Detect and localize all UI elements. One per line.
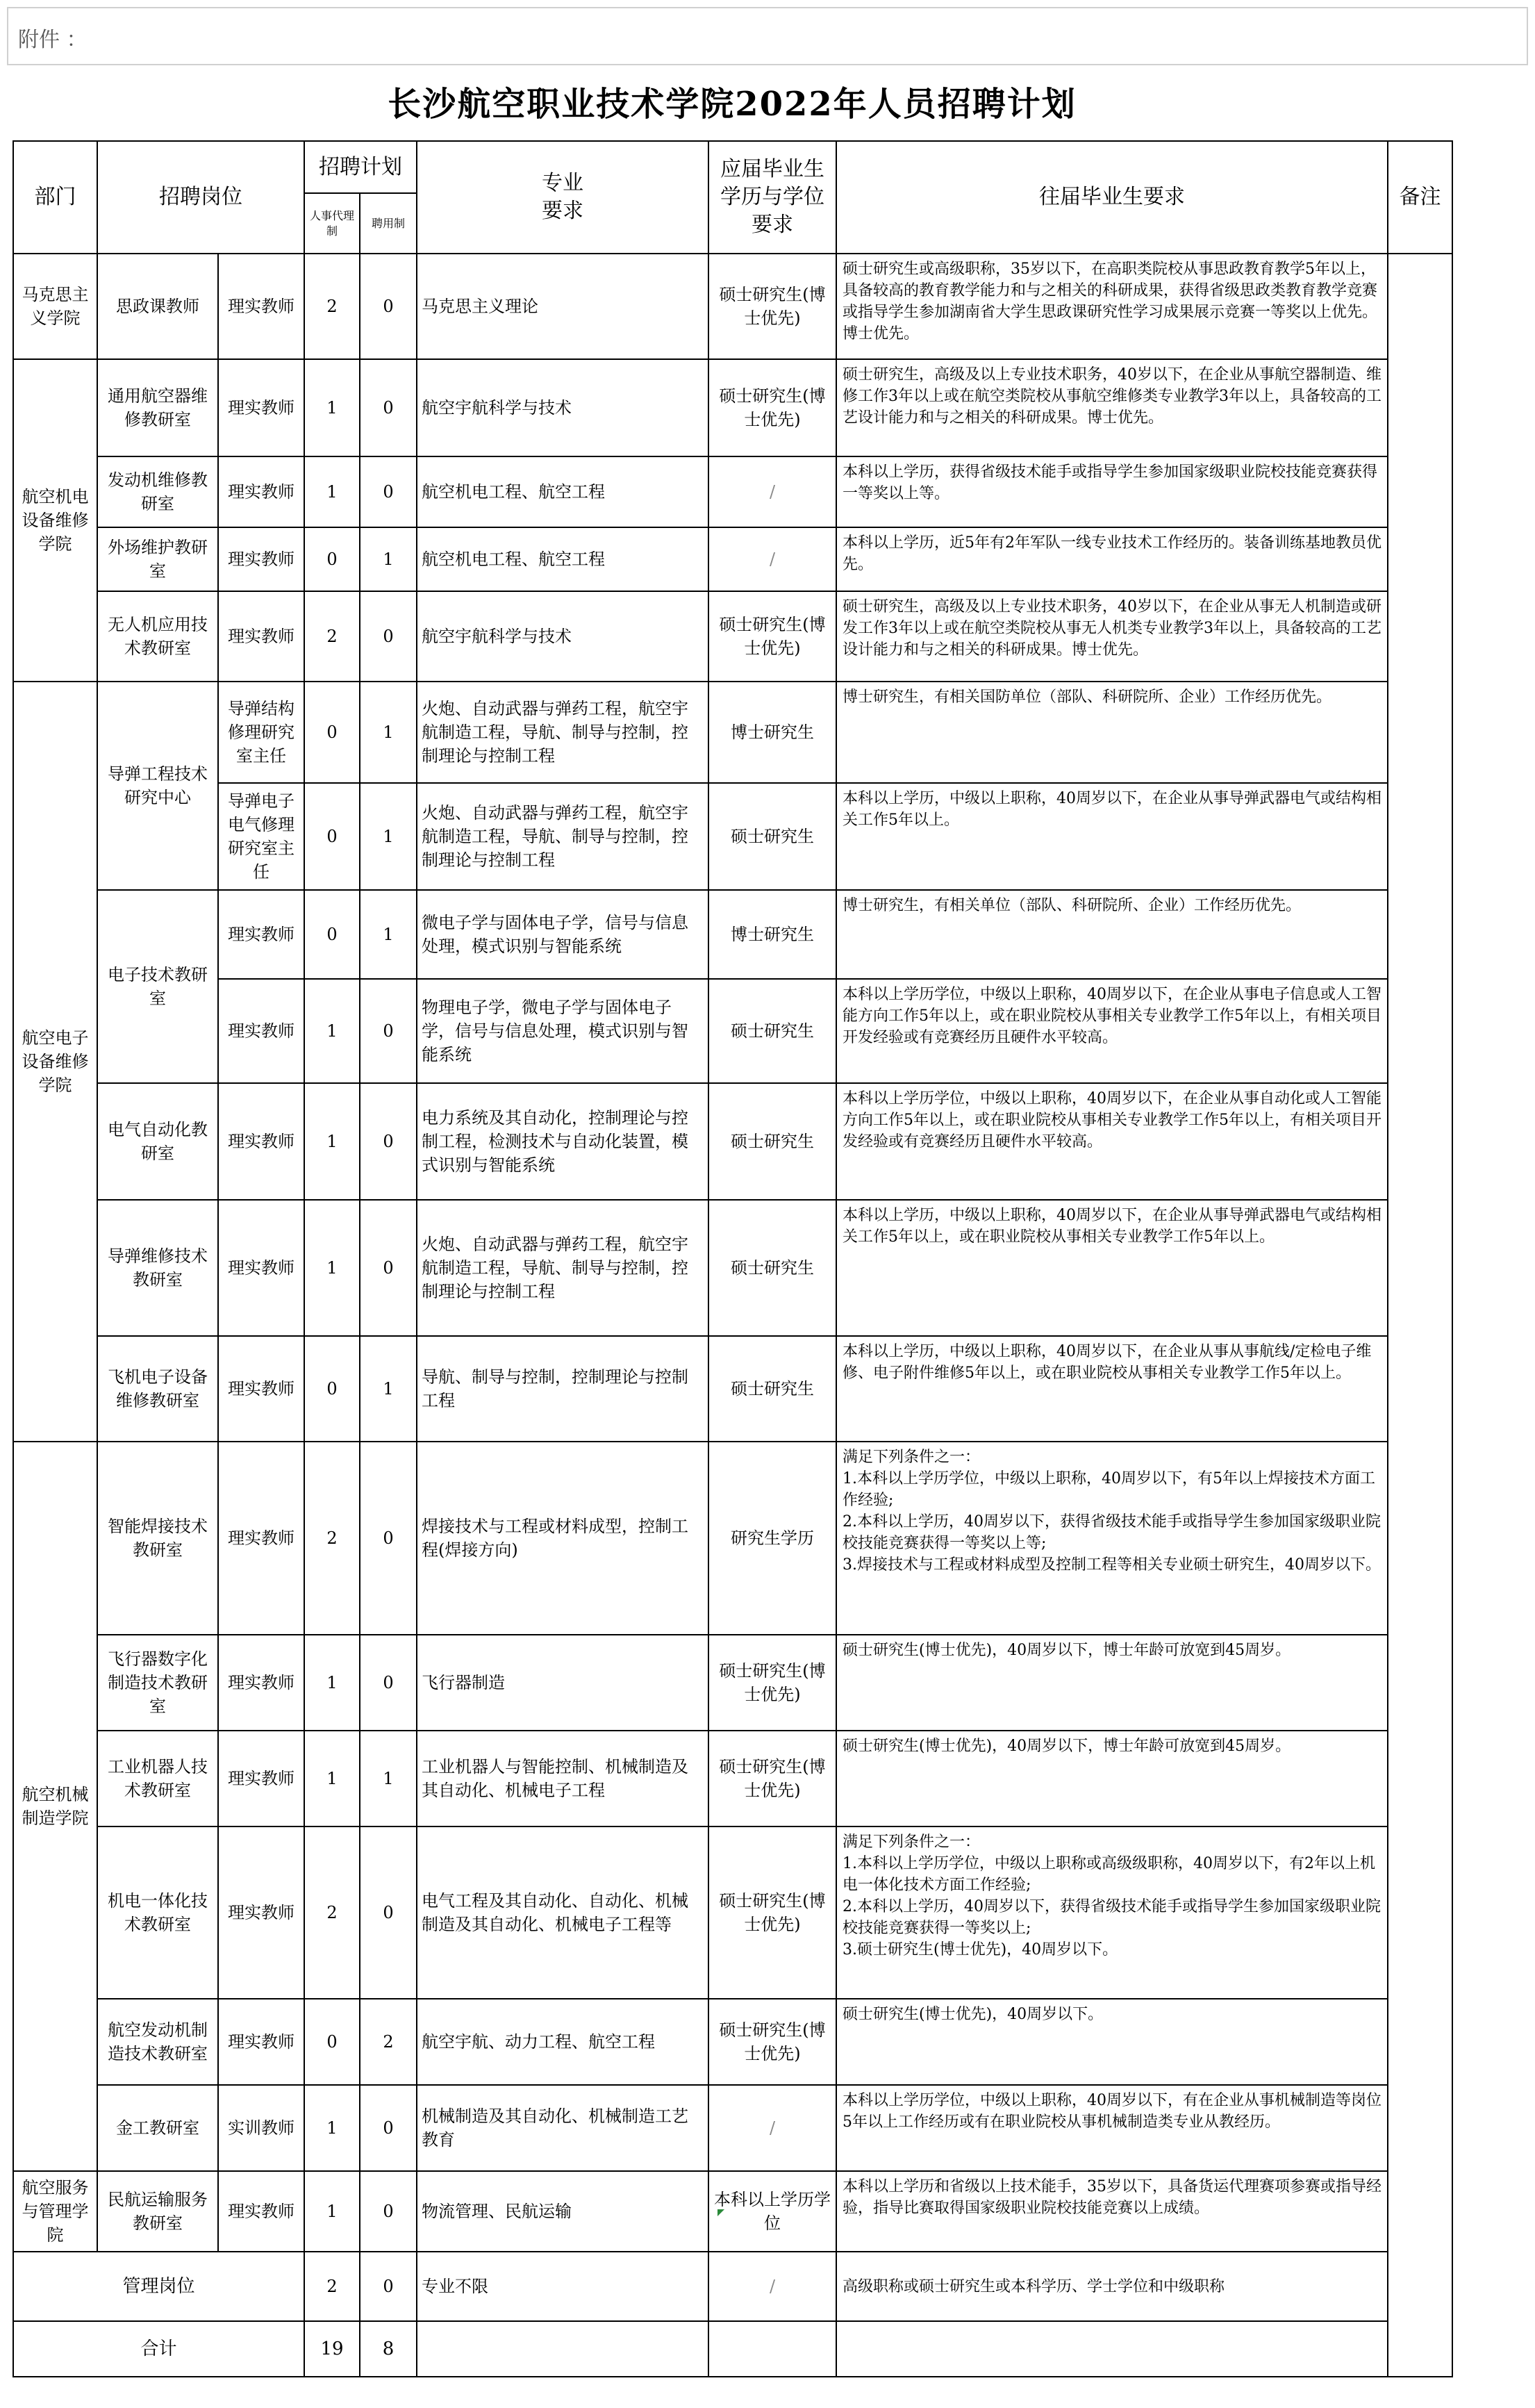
post-cell: 理实教师 [218,1083,304,1200]
major-cell: 航空宇航、动力工程、航空工程 [417,1999,708,2085]
fresh-cell: 硕士研究生(博士优先) [708,1635,836,1731]
post-cell: 理实教师 [218,1336,304,1442]
unit-cell: 民航运输服务教研室 [97,2171,218,2252]
plan-b-cell: 0 [360,359,417,456]
major-cell: 马克思主义理论 [417,254,708,359]
dept-cell: 航空机电设备维修学院 [13,359,97,682]
post-cell: 理实教师 [218,979,304,1083]
post-cell: 理实教师 [218,1731,304,1826]
fresh-cell: 硕士研究生 [708,1336,836,1442]
unit-cell: 发动机维修教研室 [97,456,218,527]
major-cell: 焊接技术与工程或材料成型，控制工程(焊接方向) [417,1442,708,1635]
header-row-1 [13,141,1452,193]
major-cell: 机械制造及其自动化、机械制造工艺教育 [417,2085,708,2171]
req-cell: 硕士研究生(博士优先)，40周岁以下。 [836,1999,1388,2085]
fresh-cell: / [708,2252,836,2321]
major-cell: 航空机电工程、航空工程 [417,456,708,527]
fresh-cell: / [708,527,836,591]
post-cell: 理实教师 [218,527,304,591]
fresh-cell: 硕士研究生(博士优先) [708,1999,836,2085]
post-cell: 理实教师 [218,1826,304,1999]
plan-a-cell: 1 [304,2171,360,2252]
major-cell: 火炮、自动武器与弹药工程，航空宇航制造工程，导航、制导与控制，控制理论与控制工程 [417,783,708,890]
fresh-cell: / [708,456,836,527]
unit-cell: 飞行器数字化制造技术教研室 [97,1635,218,1731]
unit-cell: 电子技术教研室 [97,890,218,1083]
plan-b-cell: 1 [360,527,417,591]
post-cell: 理实教师 [218,456,304,527]
plan-a-cell: 1 [304,979,360,1083]
unit-cell: 金工教研室 [97,2085,218,2171]
plan-a-cell: 0 [304,1999,360,2085]
fresh-cell: 硕士研究生 [708,1083,836,1200]
header-plan: 招聘计划 [304,141,417,193]
req-cell: 博士研究生，有相关国防单位（部队、科研院所、企业）工作经历优先。 [836,682,1388,783]
plan-b-cell: 1 [360,1336,417,1442]
header-remarks: 备注 [1388,141,1452,254]
total-row [13,2321,1452,2377]
table-row [13,591,1452,682]
post-cell: 导弹结构修理研究室主任 [218,682,304,783]
table-row [13,2171,1452,2252]
plan-a-cell: 2 [304,1442,360,1635]
unit-cell: 通用航空器维修教研室 [97,359,218,456]
fresh-cell: 硕士研究生 [708,1200,836,1336]
major-cell: 飞行器制造 [417,1635,708,1731]
table-row [13,1083,1452,1200]
table-row [13,2085,1452,2171]
fresh-cell: 硕士研究生(博士优先) [708,1826,836,1999]
plan-b-cell: 1 [360,783,417,890]
fresh-cell: 研究生学历 [708,1442,836,1635]
major-cell: 微电子学与固体电子学，信号与信息处理，模式识别与智能系统 [417,890,708,979]
table-row [13,1999,1452,2085]
major-cell: 火炮、自动武器与弹药工程，航空宇航制造工程，导航、制导与控制，控制理论与控制工程 [417,682,708,783]
total-empty-cell [836,2321,1388,2377]
plan-a-cell: 1 [304,359,360,456]
fresh-cell: 硕士研究生 [708,979,836,1083]
unit-cell: 航空发动机制造技术教研室 [97,1999,218,2085]
req-cell: 博士研究生，有相关单位（部队、科研院所、企业）工作经历优先。 [836,890,1388,979]
plan-a-cell: 1 [304,1083,360,1200]
table-row [13,682,1452,783]
total-a: 19 [304,2321,360,2377]
table-row [13,1336,1452,1442]
cell-comment-marker [717,2209,724,2216]
attachment-bar [7,7,1528,65]
plan-a-cell: 1 [304,456,360,527]
req-cell: 本科以上学历学位，中级以上职称，40周岁以下，在企业从事自动化或人工智能方向工作5年以上，或在职业院校从事相关专业教学工作5年以上，有相关项目开发经验或有竞赛经历且硬件水平较高。 [836,1083,1388,1200]
fresh-cell: 硕士研究生(博士优先) [708,359,836,456]
plan-b-cell: 0 [360,254,417,359]
plan-a-cell: 1 [304,1731,360,1826]
plan-b-cell: 1 [360,1731,417,1826]
unit-cell: 导弹维修技术教研室 [97,1200,218,1336]
fresh-cell: 硕士研究生(博士优先) [708,591,836,682]
table-row [13,979,1452,1083]
total-empty-cell [708,2321,836,2377]
plan-a-cell: 0 [304,527,360,591]
req-cell: 高级职称或硕士研究生或本科学历、学士学位和中级职称 [836,2252,1388,2321]
plan-a-cell: 0 [304,890,360,979]
management-label: 管理岗位 [13,2252,304,2321]
table-row [13,359,1452,456]
total-label: 合计 [13,2321,304,2377]
major-cell: 物流管理、民航运输 [417,2171,708,2252]
unit-cell: 电气自动化教研室 [97,1083,218,1200]
fresh-cell: 硕士研究生(博士优先) [708,254,836,359]
plan-a-cell: 2 [304,2252,360,2321]
major-cell: 航空宇航科学与技术 [417,591,708,682]
plan-b-cell: 1 [360,682,417,783]
req-cell: 满足下列条件之一： 1.本科以上学历学位，中级以上职称，40周岁以下，有5年以上焊接技术方面工作经验; 2.本科以上学历，40周岁以下，获得省级技术能手或指导学生参加国家级职业院校技能竞赛获得一等奖以上等; 3.焊接技术与工程或材料成型及控制工程等相关专业硕士研究生，40周岁以下。 [836,1442,1388,1635]
post-cell: 导弹电子电气修理研究室主任 [218,783,304,890]
major-cell: 电力系统及其自动化，控制理论与控制工程，检测技术与自动化装置，模式识别与智能系统 [417,1083,708,1200]
plan-a-cell: 1 [304,1200,360,1336]
recruitment-table [13,140,1453,2377]
header-major: 专业 要求 [417,141,708,254]
plan-b-cell: 0 [360,2085,417,2171]
post-cell: 理实教师 [218,890,304,979]
unit-cell: 思政课教师 [97,254,218,359]
major-cell: 导航、制导与控制，控制理论与控制工程 [417,1336,708,1442]
plan-a-cell: 2 [304,591,360,682]
plan-a-cell: 0 [304,783,360,890]
remarks-cell [1388,254,1452,2377]
plan-b-cell: 1 [360,890,417,979]
fresh-cell: 本科以上学历学位 [708,2171,836,2252]
plan-b-cell: 0 [360,2171,417,2252]
plan-a-cell: 0 [304,682,360,783]
major-cell: 物理电子学，微电子学与固体电子学，信号与信息处理，模式识别与智能系统 [417,979,708,1083]
req-cell: 本科以上学历，中级以上职称，40周岁以下，在企业从事导弹武器电气或结构相关工作5年以上。 [836,783,1388,890]
unit-cell: 外场维护教研室 [97,527,218,591]
unit-cell: 无人机应用技术教研室 [97,591,218,682]
unit-cell: 智能焊接技术教研室 [97,1442,218,1635]
req-cell: 本科以上学历，近5年有2年军队一线专业技术工作经历的。装备训练基地教员优先。 [836,527,1388,591]
major-cell: 航空宇航科学与技术 [417,359,708,456]
plan-b-cell: 0 [360,1083,417,1200]
unit-cell: 飞机电子设备维修教研室 [97,1336,218,1442]
table-row [13,783,1452,890]
major-cell: 专业不限 [417,2252,708,2321]
header-position: 招聘岗位 [97,141,304,254]
req-cell: 满足下列条件之一： 1.本科以上学历学位，中级以上职称或高级级职称，40周岁以下，有2年以上机电一体化技术方面工作经验; 2.本科以上学历，40周岁以下，获得省级技术能手或指导学生参加国家级职业院校技能竞赛获得一等奖以上; 3.硕士研究生(博士优先)，40周岁以下。 [836,1826,1388,1999]
major-cell: 火炮、自动武器与弹药工程，航空宇航制造工程，导航、制导与控制，控制理论与控制工程 [417,1200,708,1336]
major-cell: 电气工程及其自动化、自动化、机械制造及其自动化、机械电子工程等 [417,1826,708,1999]
req-cell: 硕士研究生，高级及以上专业技术职务，40岁以下，在企业从事无人机制造或研发工作3年以上或在航空类院校从事无人机类专业教学3年以上，具备较高的工艺设计能力和与之相关的科研成果。博士优先。 [836,591,1388,682]
plan-b-cell: 0 [360,979,417,1083]
fresh-cell: 博士研究生 [708,682,836,783]
plan-b-cell: 0 [360,2252,417,2321]
page-title: 长沙航空职业技术学院2022年人员招聘计划 [388,85,1077,124]
table-row [13,456,1452,527]
plan-b-cell: 2 [360,1999,417,2085]
plan-b-cell: 0 [360,456,417,527]
table-row [13,1826,1452,1999]
table-row [13,254,1452,359]
dept-cell: 航空机械制造学院 [13,1442,97,2171]
req-cell: 本科以上学历和省级以上技术能手，35岁以下，具备货运代理赛项参赛或指导经验，指导比赛取得国家级职业院校技能竞赛以上成绩。 [836,2171,1388,2252]
req-cell: 本科以上学历，中级以上职称，40周岁以下，在企业从事从事航线/定检电子维修、电子附件维修5年以上，或在职业院校从事相关专业教学工作5年以上。 [836,1336,1388,1442]
req-cell: 硕士研究生，高级及以上专业技术职务，40岁以下，在企业从事航空器制造、维修工作3年以上或在航空类院校从事航空维修类专业教学3年以上，具备较高的工艺设计能力和与之相关的科研成果。博士优先。 [836,359,1388,456]
post-cell: 理实教师 [218,591,304,682]
table-row [13,1731,1452,1826]
post-cell: 理实教师 [218,1200,304,1336]
header-plan-sub2: 聘用制 [360,193,417,254]
table-row [13,1635,1452,1731]
total-empty-cell [417,2321,708,2377]
header-past-grad: 往届毕业生要求 [836,141,1388,254]
req-cell: 本科以上学历，中级以上职称，40周岁以下，在企业从事导弹武器电气或结构相关工作5年以上，或在职业院校从事相关专业教学工作5年以上。 [836,1200,1388,1336]
req-cell: 硕士研究生(博士优先)，40周岁以下，博士年龄可放宽到45周岁。 [836,1635,1388,1731]
req-cell: 硕士研究生(博士优先)，40周岁以下，博士年龄可放宽到45周岁。 [836,1731,1388,1826]
req-cell: 本科以上学历学位，中级以上职称，40周岁以下，在企业从事电子信息或人工智能方向工作5年以上，或在职业院校从事相关专业教学工作5年以上，有相关项目开发经验或有竞赛经历且硬件水平较高。 [836,979,1388,1083]
major-cell: 航空机电工程、航空工程 [417,527,708,591]
plan-a-cell: 1 [304,1635,360,1731]
header-fresh-grad: 应届毕业生学历与学位要求 [708,141,836,254]
plan-a-cell: 1 [304,2085,360,2171]
management-row [13,2252,1452,2321]
dept-cell: 航空服务与管理学院 [13,2171,97,2252]
unit-cell: 导弹工程技术研究中心 [97,682,218,890]
post-cell: 理实教师 [218,359,304,456]
table-row [13,1200,1452,1336]
post-cell: 理实教师 [218,1635,304,1731]
req-cell: 硕士研究生或高级职称，35岁以下，在高职类院校从事思政教育教学5年以上，具备较高的教育教学能力和与之相关的科研成果，获得省级思政类教育教学竞赛或指导学生参加湖南省大学生思政课研究性学习成果展示竞赛一等奖以上优先。博士优先。 [836,254,1388,359]
post-cell: 理实教师 [218,254,304,359]
table-row [13,1442,1452,1635]
post-cell: 理实教师 [218,2171,304,2252]
post-cell: 实训教师 [218,2085,304,2171]
attachment-label: 附件 ： [18,28,88,52]
major-cell: 工业机器人与智能控制、机械制造及其自动化、机械电子工程 [417,1731,708,1826]
req-cell: 本科以上学历，获得省级技术能手或指导学生参加国家级职业院校技能竞赛获得一等奖以上等。 [836,456,1388,527]
plan-a-cell: 2 [304,254,360,359]
unit-cell: 机电一体化技术教研室 [97,1826,218,1999]
fresh-cell: 硕士研究生(博士优先) [708,1731,836,1826]
plan-b-cell: 0 [360,591,417,682]
table-row [13,890,1452,979]
plan-b-cell: 0 [360,1200,417,1336]
plan-a-cell: 0 [304,1336,360,1442]
total-b: 8 [360,2321,417,2377]
header-dept: 部门 [13,141,97,254]
table-row [13,527,1452,591]
req-cell: 本科以上学历学位，中级以上职称，40周岁以下，有在企业从事机械制造等岗位5年以上工作经历或有在职业院校从事机械制造类专业从教经历。 [836,2085,1388,2171]
plan-b-cell: 0 [360,1442,417,1635]
plan-b-cell: 0 [360,1635,417,1731]
dept-cell: 航空电子设备维修学院 [13,682,97,1442]
unit-cell: 工业机器人技术教研室 [97,1731,218,1826]
fresh-cell: 硕士研究生 [708,783,836,890]
header-plan-sub1: 人事代理制 [304,193,360,254]
post-cell: 理实教师 [218,1999,304,2085]
dept-cell: 马克思主义学院 [13,254,97,359]
fresh-cell: / [708,2085,836,2171]
post-cell: 理实教师 [218,1442,304,1635]
fresh-cell: 博士研究生 [708,890,836,979]
plan-a-cell: 2 [304,1826,360,1999]
plan-b-cell: 0 [360,1826,417,1999]
